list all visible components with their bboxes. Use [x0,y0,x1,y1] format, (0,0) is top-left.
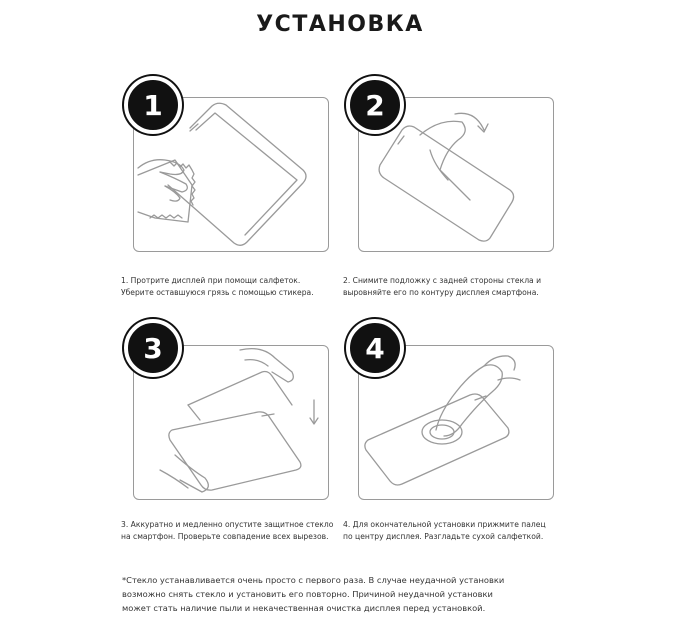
step-1-caption [121,275,351,299]
step-3-caption-line-2: на смартфон. Проверьте совпадение всех вырезов. [121,532,329,541]
step-2-caption-line-1: 2. Снимите подложку с задней стороны стекла и [343,276,542,285]
step-2-caption [343,275,573,299]
step-1-caption-line-2: Уберите оставшуюся грязь с помощью стикера. [121,288,314,297]
step-3-caption [121,519,351,543]
step-4-caption [343,519,573,543]
footnote-line-3: может стать наличие пыли и некачественная очистка дисплея перед установкой. [122,603,486,613]
step-4-caption-line-1: 4. Для окончательной установки прижмите палец [343,520,546,529]
step-1-badge: 1 [124,76,182,134]
step-3-caption-line-1: 3. Аккуратно и медленно опустите защитное стекло [121,520,334,529]
footnote [122,573,566,615]
footnote-line-1: *Стекло устанавливается очень просто с первого раза. В случае неудачной установки [122,575,505,585]
step-4-caption-line-2: по центру дисплея. Разгладьте сухой салфеткой. [343,532,544,541]
step-2-badge: 2 [346,76,404,134]
step-3-badge: 3 [124,319,182,377]
step-1-caption-line-1: 1. Протрите дисплей при помощи салфеток. [121,276,301,285]
step-2-caption-line-2: выровняйте его по контуру дисплея смартфона. [343,288,539,297]
step-4-badge: 4 [346,319,404,377]
page-title: УСТАНОВКА [256,12,424,37]
footnote-line-2: возможно снять стекло и установить его повторно. Причиной неудачной установки [122,589,493,599]
